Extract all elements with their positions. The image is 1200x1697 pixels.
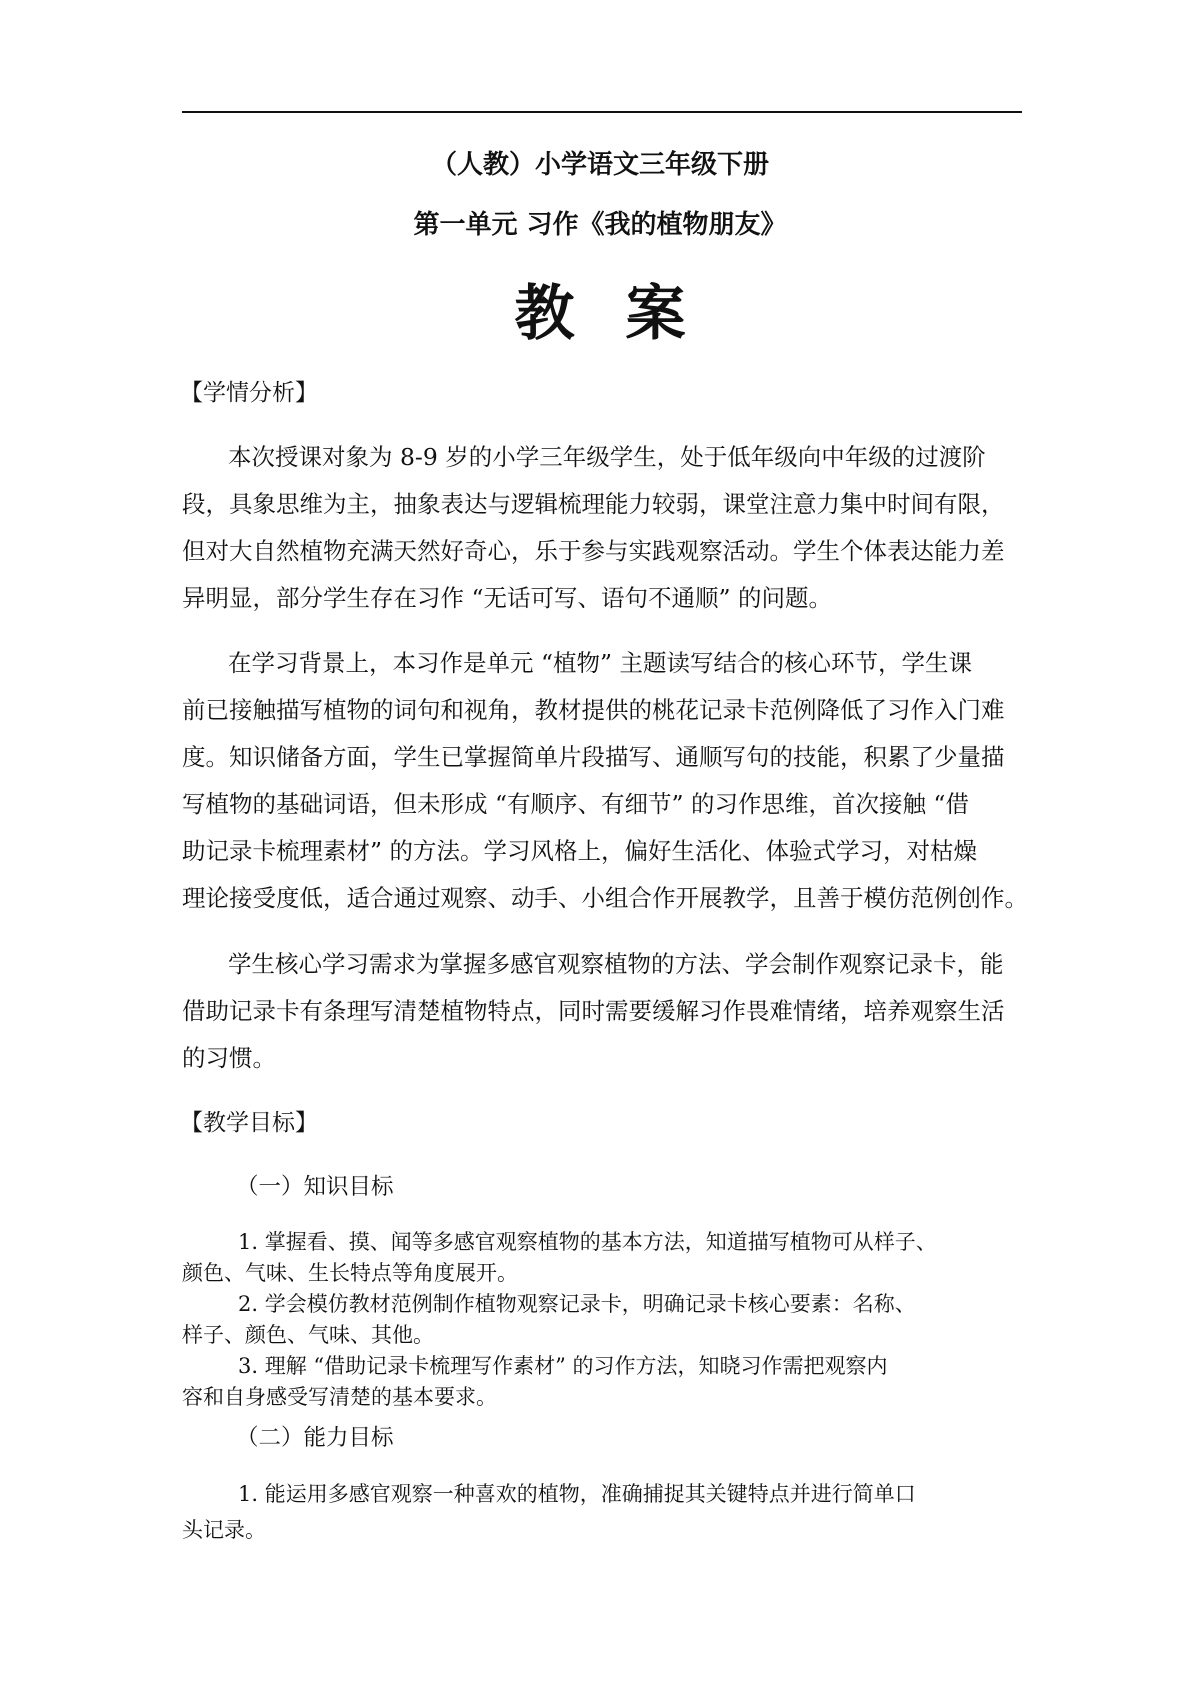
paragraph-line: 在学习背景上，本习作是单元 “植物” 主题读写结合的核心环节，学生课 (228, 649, 972, 677)
paragraph-line: 本次授课对象为 8-9 岁的小学三年级学生，处于低年级向中年级的过渡阶 (228, 443, 986, 471)
paragraph-line: 理论接受度低，适合通过观察、动手、小组合作开展教学，且善于模仿范例创作。 (182, 884, 1028, 912)
paragraph-line: 的习惯。 (182, 1044, 276, 1072)
objective-line: 2. 学会模仿教材范例制作植物观察记录卡，明确记录卡核心要素：名称、 (238, 1292, 916, 1316)
header-rule (182, 111, 1022, 113)
paragraph-line: 前已接触描写植物的词句和视角，教材提供的桃花记录卡范例降低了习作入门难 (182, 696, 1005, 724)
paragraph-line: 异明显，部分学生存在习作 “无话可写、语句不通顺” 的问题。 (182, 584, 832, 612)
subheading-knowledge: （一）知识目标 (236, 1174, 394, 1200)
objective-line: 颜色、气味、生长特点等角度展开。 (182, 1261, 518, 1285)
objective-line: 1. 能运用多感官观察一种喜欢的植物，准确捕捉其关键特点并进行简单口 (238, 1482, 916, 1506)
subheading-ability: （二）能力目标 (236, 1425, 394, 1451)
objective-line: 容和自身感受写清楚的基本要求。 (182, 1385, 497, 1409)
paragraph-line: 但对大自然植物充满天然好奇心，乐于参与实践观察活动。学生个体表达能力差 (182, 537, 1005, 565)
paragraph-line: 助记录卡梳理素材” 的方法。学习风格上，偏好生活化、体验式学习，对枯燥 (182, 837, 977, 865)
document-title-main: 教案 (514, 279, 737, 349)
document-title-line1: （人教）小学语文三年级下册 (430, 150, 769, 180)
objective-line: 3. 理解 “借助记录卡梳理写作素材” 的习作方法，知晓习作需把观察内 (238, 1354, 888, 1378)
objective-line: 样子、颜色、气味、其他。 (182, 1323, 434, 1347)
objective-line: 1. 掌握看、摸、闻等多感官观察植物的基本方法，知道描写植物可从样子、 (238, 1230, 937, 1254)
paragraph-line: 借助记录卡有条理写清楚植物特点，同时需要缓解习作畏难情绪，培养观察生活 (182, 997, 1005, 1025)
paragraph-line: 写植物的基础词语，但未形成 “有顺序、有细节” 的习作思维，首次接触 “借 (182, 790, 969, 818)
paragraph-line: 度。知识储备方面，学生已掌握简单片段描写、通顺写句的技能，积累了少量描 (182, 743, 1005, 771)
document-title-line2: 第一单元 习作《我的植物朋友》 (413, 210, 787, 240)
paragraph-line: 段，具象思维为主，抽象表达与逻辑梳理能力较弱，课堂注意力集中时间有限， (182, 490, 1005, 518)
objective-line: 头记录。 (182, 1518, 266, 1542)
section-heading-xueqing: 【学情分析】 (180, 380, 318, 406)
section-heading-mubiao: 【教学目标】 (180, 1110, 318, 1136)
paragraph-line: 学生核心学习需求为掌握多感官观察植物的方法、学会制作观察记录卡，能 (228, 950, 1004, 978)
